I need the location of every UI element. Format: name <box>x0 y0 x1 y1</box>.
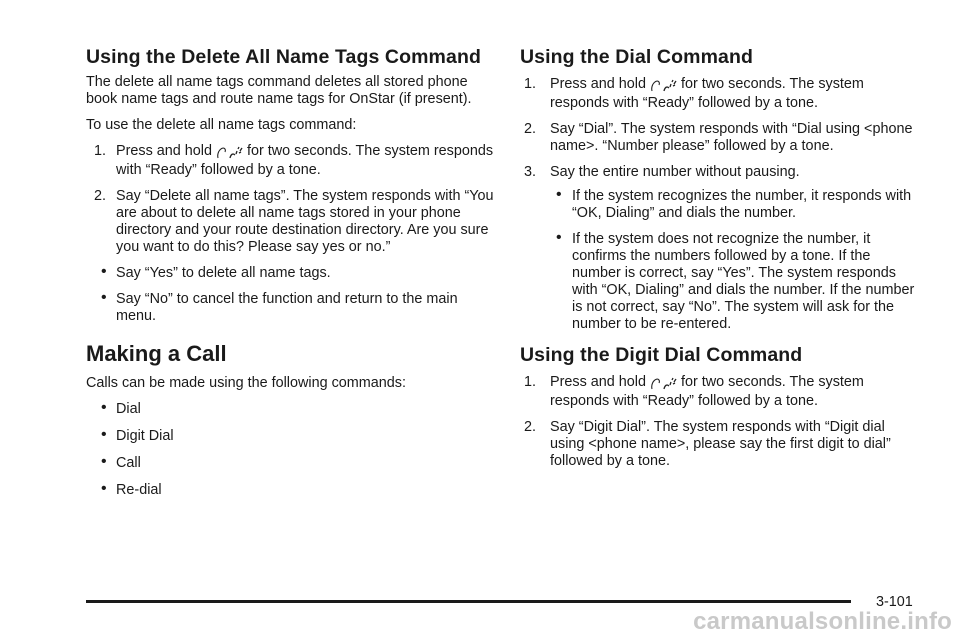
list-item <box>86 143 496 179</box>
step-number: 1. <box>94 143 107 159</box>
step-text-pre: Press and hold <box>116 143 212 159</box>
dial-recognition-outcomes <box>550 188 920 333</box>
step-text-pre: Press and hold <box>550 374 646 390</box>
bullet-text: Dial <box>116 401 141 417</box>
step-number: 2. <box>94 188 107 204</box>
step-text: Say “Dial”. The system responds with “Dial using <phone name>. “Number please” followed by a tone. <box>550 121 913 154</box>
right-column <box>520 44 920 479</box>
list-item <box>86 401 496 418</box>
watermark-logo: carmanualsonline.info <box>693 608 952 635</box>
delete-all-options <box>86 265 496 325</box>
digit-dial-heading: Using the Digit Dial Command <box>520 344 803 366</box>
dial-command-heading: Using the Dial Command <box>520 46 753 68</box>
call-commands-list <box>86 401 496 499</box>
bullet: • <box>101 480 107 497</box>
control-button-icons <box>216 145 244 162</box>
bullet-text: Digit Dial <box>116 428 174 444</box>
making-a-call-intro: Calls can be made using the following commands: <box>86 375 406 391</box>
steering-wheel-control-icon <box>650 377 662 391</box>
list-item <box>520 164 920 333</box>
list-item <box>520 374 920 410</box>
bullet: • <box>101 426 107 443</box>
list-item <box>550 231 920 333</box>
page-number: 3-101 <box>876 594 913 610</box>
delete-all-use: To use the delete all name tags command: <box>86 117 357 133</box>
bullet-text: If the system recognizes the number, it responds with “OK, Dialing” and dials the number. <box>572 188 912 221</box>
delete-all-heading: Using the Delete All Name Tags Command <box>86 46 481 68</box>
list-item <box>86 455 496 472</box>
left-column <box>86 44 496 508</box>
bullet: • <box>556 229 562 246</box>
list-item <box>86 428 496 445</box>
list-item <box>86 188 496 256</box>
step-text: Say “Delete all name tags”. The system responds with “You are about to delete all name tags stored in your phone directory and your route destination directory. Are you sure you want to do this? Please say yes or no.” <box>116 188 494 255</box>
list-item <box>520 121 920 155</box>
list-item <box>520 419 920 470</box>
bullet: • <box>101 453 107 470</box>
voice-phone-icon <box>662 376 678 392</box>
list-item <box>550 188 920 222</box>
bullet: • <box>101 263 107 280</box>
bullet-text: Call <box>116 455 141 471</box>
list-item <box>520 76 920 112</box>
step-number: 1. <box>524 76 537 92</box>
list-item <box>86 291 496 325</box>
delete-all-steps <box>86 143 496 256</box>
step-text-post: for two seconds. The system responds with “Ready” followed by a tone. <box>550 76 864 111</box>
bullet: • <box>101 399 107 416</box>
bullet: • <box>101 289 107 306</box>
bullet-text: Say “No” to cancel the function and return to the main menu. <box>116 291 458 324</box>
digit-dial-steps <box>520 374 920 470</box>
voice-phone-icon <box>662 78 678 94</box>
bullet-text: If the system does not recognize the number, it confirms the numbers followed by a tone. If the number is correct, say “Yes”. The system responds with “OK, Dialing” and dials the number. If the number is not correct, say “No”. The system will ask for the number to be re-entered. <box>572 231 915 332</box>
list-item <box>86 482 496 499</box>
step-number: 1. <box>524 374 537 390</box>
steering-wheel-control-icon <box>216 146 228 160</box>
footer-rule <box>86 600 851 603</box>
delete-all-intro: The delete all name tags command deletes all stored phone book name tags and route name tags for OnStar (if present). <box>86 74 472 107</box>
step-text-post: for two seconds. The system responds with “Ready” followed by a tone. <box>116 143 494 178</box>
step-number: 2. <box>524 121 537 137</box>
step-text: Say the entire number without pausing. <box>550 164 800 180</box>
bullet-text: Say “Yes” to delete all name tags. <box>116 265 331 281</box>
control-button-icons <box>650 376 678 393</box>
bullet-text: Re-dial <box>116 482 162 498</box>
dial-command-steps <box>520 76 920 333</box>
step-text-pre: Press and hold <box>550 76 646 92</box>
control-button-icons <box>650 78 678 95</box>
making-a-call-heading: Making a Call <box>86 341 227 366</box>
step-text: Say “Digit Dial”. The system responds with “Digit dial using <phone name>, please say the first digit to dial” followed by a tone. <box>550 419 891 469</box>
step-text-post: for two seconds. The system responds with “Ready” followed by a tone. <box>550 374 864 409</box>
steering-wheel-control-icon <box>650 79 662 93</box>
list-item <box>86 265 496 282</box>
voice-phone-icon <box>228 145 244 161</box>
step-number: 3. <box>524 164 537 180</box>
bullet: • <box>556 186 562 203</box>
step-number: 2. <box>524 419 537 435</box>
